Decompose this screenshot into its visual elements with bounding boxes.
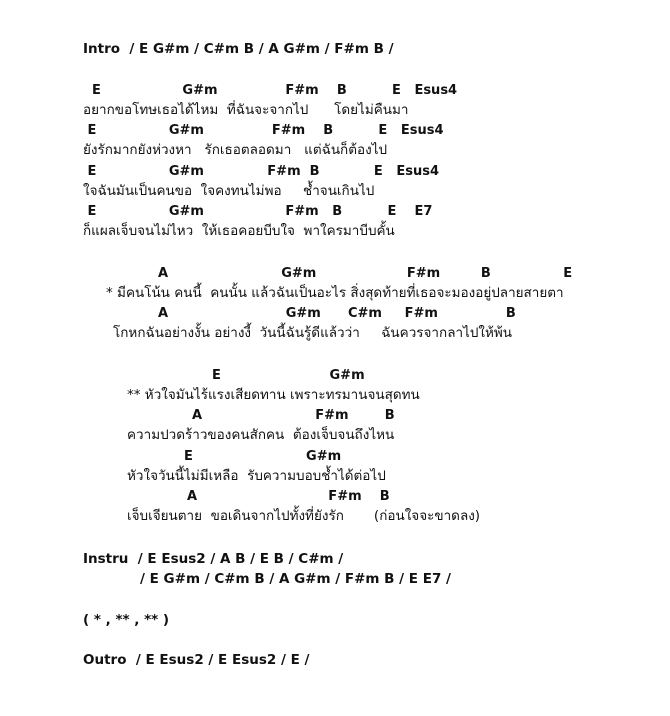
chorus-lyric-2: ความปวดร้าวของคนสักคน ต้องเจ็บจนถึงไหน [127, 427, 395, 443]
repeat-line: ( * , ** , ** ) [83, 612, 170, 628]
verse-chords-1: E G#m F#m B E Esus4 [83, 83, 458, 98]
pre-chorus-chords-2: A G#m C#m F#m B [158, 306, 516, 321]
verse-chords-3: E G#m F#m B E Esus4 [83, 164, 439, 179]
verse-chords-4: E G#m F#m B E E7 [83, 204, 433, 219]
instru-line-1: Instru / E Esus2 / A B / E B / C#m / [83, 551, 344, 567]
outro-line: Outro / E Esus2 / E Esus2 / E / [83, 652, 310, 668]
chorus-chords-4: A F#m B [187, 489, 390, 504]
verse-lyric-2: ยังรักมากยังห่วงหา รักเธอตลอดมา แต่ฉันก็ต้องไป [83, 142, 388, 158]
chorus-chords-2: A F#m B [192, 408, 395, 423]
chorus-lyric-1: ** หัวใจมันไร้แรงเสียดทาน เพราะทรมานจนสุดทน [127, 387, 420, 403]
instru-line-2: / E G#m / C#m B / A G#m / F#m B / E E7 / [140, 571, 451, 587]
chorus-chords-1: E G#m [212, 368, 365, 383]
verse-chords-2: E G#m F#m B E Esus4 [83, 123, 444, 138]
verse-lyric-3: ใจฉันมันเป็นคนขอ ใจคงทนไม่พอ ช้ำจนเกินไป [83, 183, 375, 199]
verse-lyric-1: อยากขอโทษเธอได้ไหม ที่ฉันจะจากไป โดยไม่คืนมา [83, 102, 409, 118]
chorus-lyric-3: หัวใจวันนี้ไม่มีเหลือ รับความบอบช้ำได้ต่อไป [127, 468, 386, 484]
intro-line: Intro / E G#m / C#m B / A G#m / F#m B / [83, 41, 394, 57]
chorus-chords-3: E G#m [184, 449, 342, 464]
chorus-lyric-4: เจ็บเจียนตาย ขอเดินจากไปทั้งที่ยังรัก (ก่อนใจจะขาดลง) [127, 508, 481, 524]
verse-lyric-4: ก็แผลเจ็บจนไม่ไหว ให้เธอคอยบีบใจ พาใครมาบีบคั้น [83, 223, 395, 239]
pre-chorus-lyric-1: * มีคนโน้น คนนี้ คนนั้น แล้วฉันเป็นอะไร สิ่งสุดท้ายที่เธอจะมองอยู่ปลายสายตา [106, 285, 564, 301]
pre-chorus-chords-1: A G#m F#m B E [158, 266, 573, 281]
pre-chorus-lyric-2: โกหกฉันอย่างงั้น อย่างงี้ วันนี้ฉันรู้ดีแล้วว่า ฉันควรจากลาไปให้พ้น [113, 325, 513, 341]
